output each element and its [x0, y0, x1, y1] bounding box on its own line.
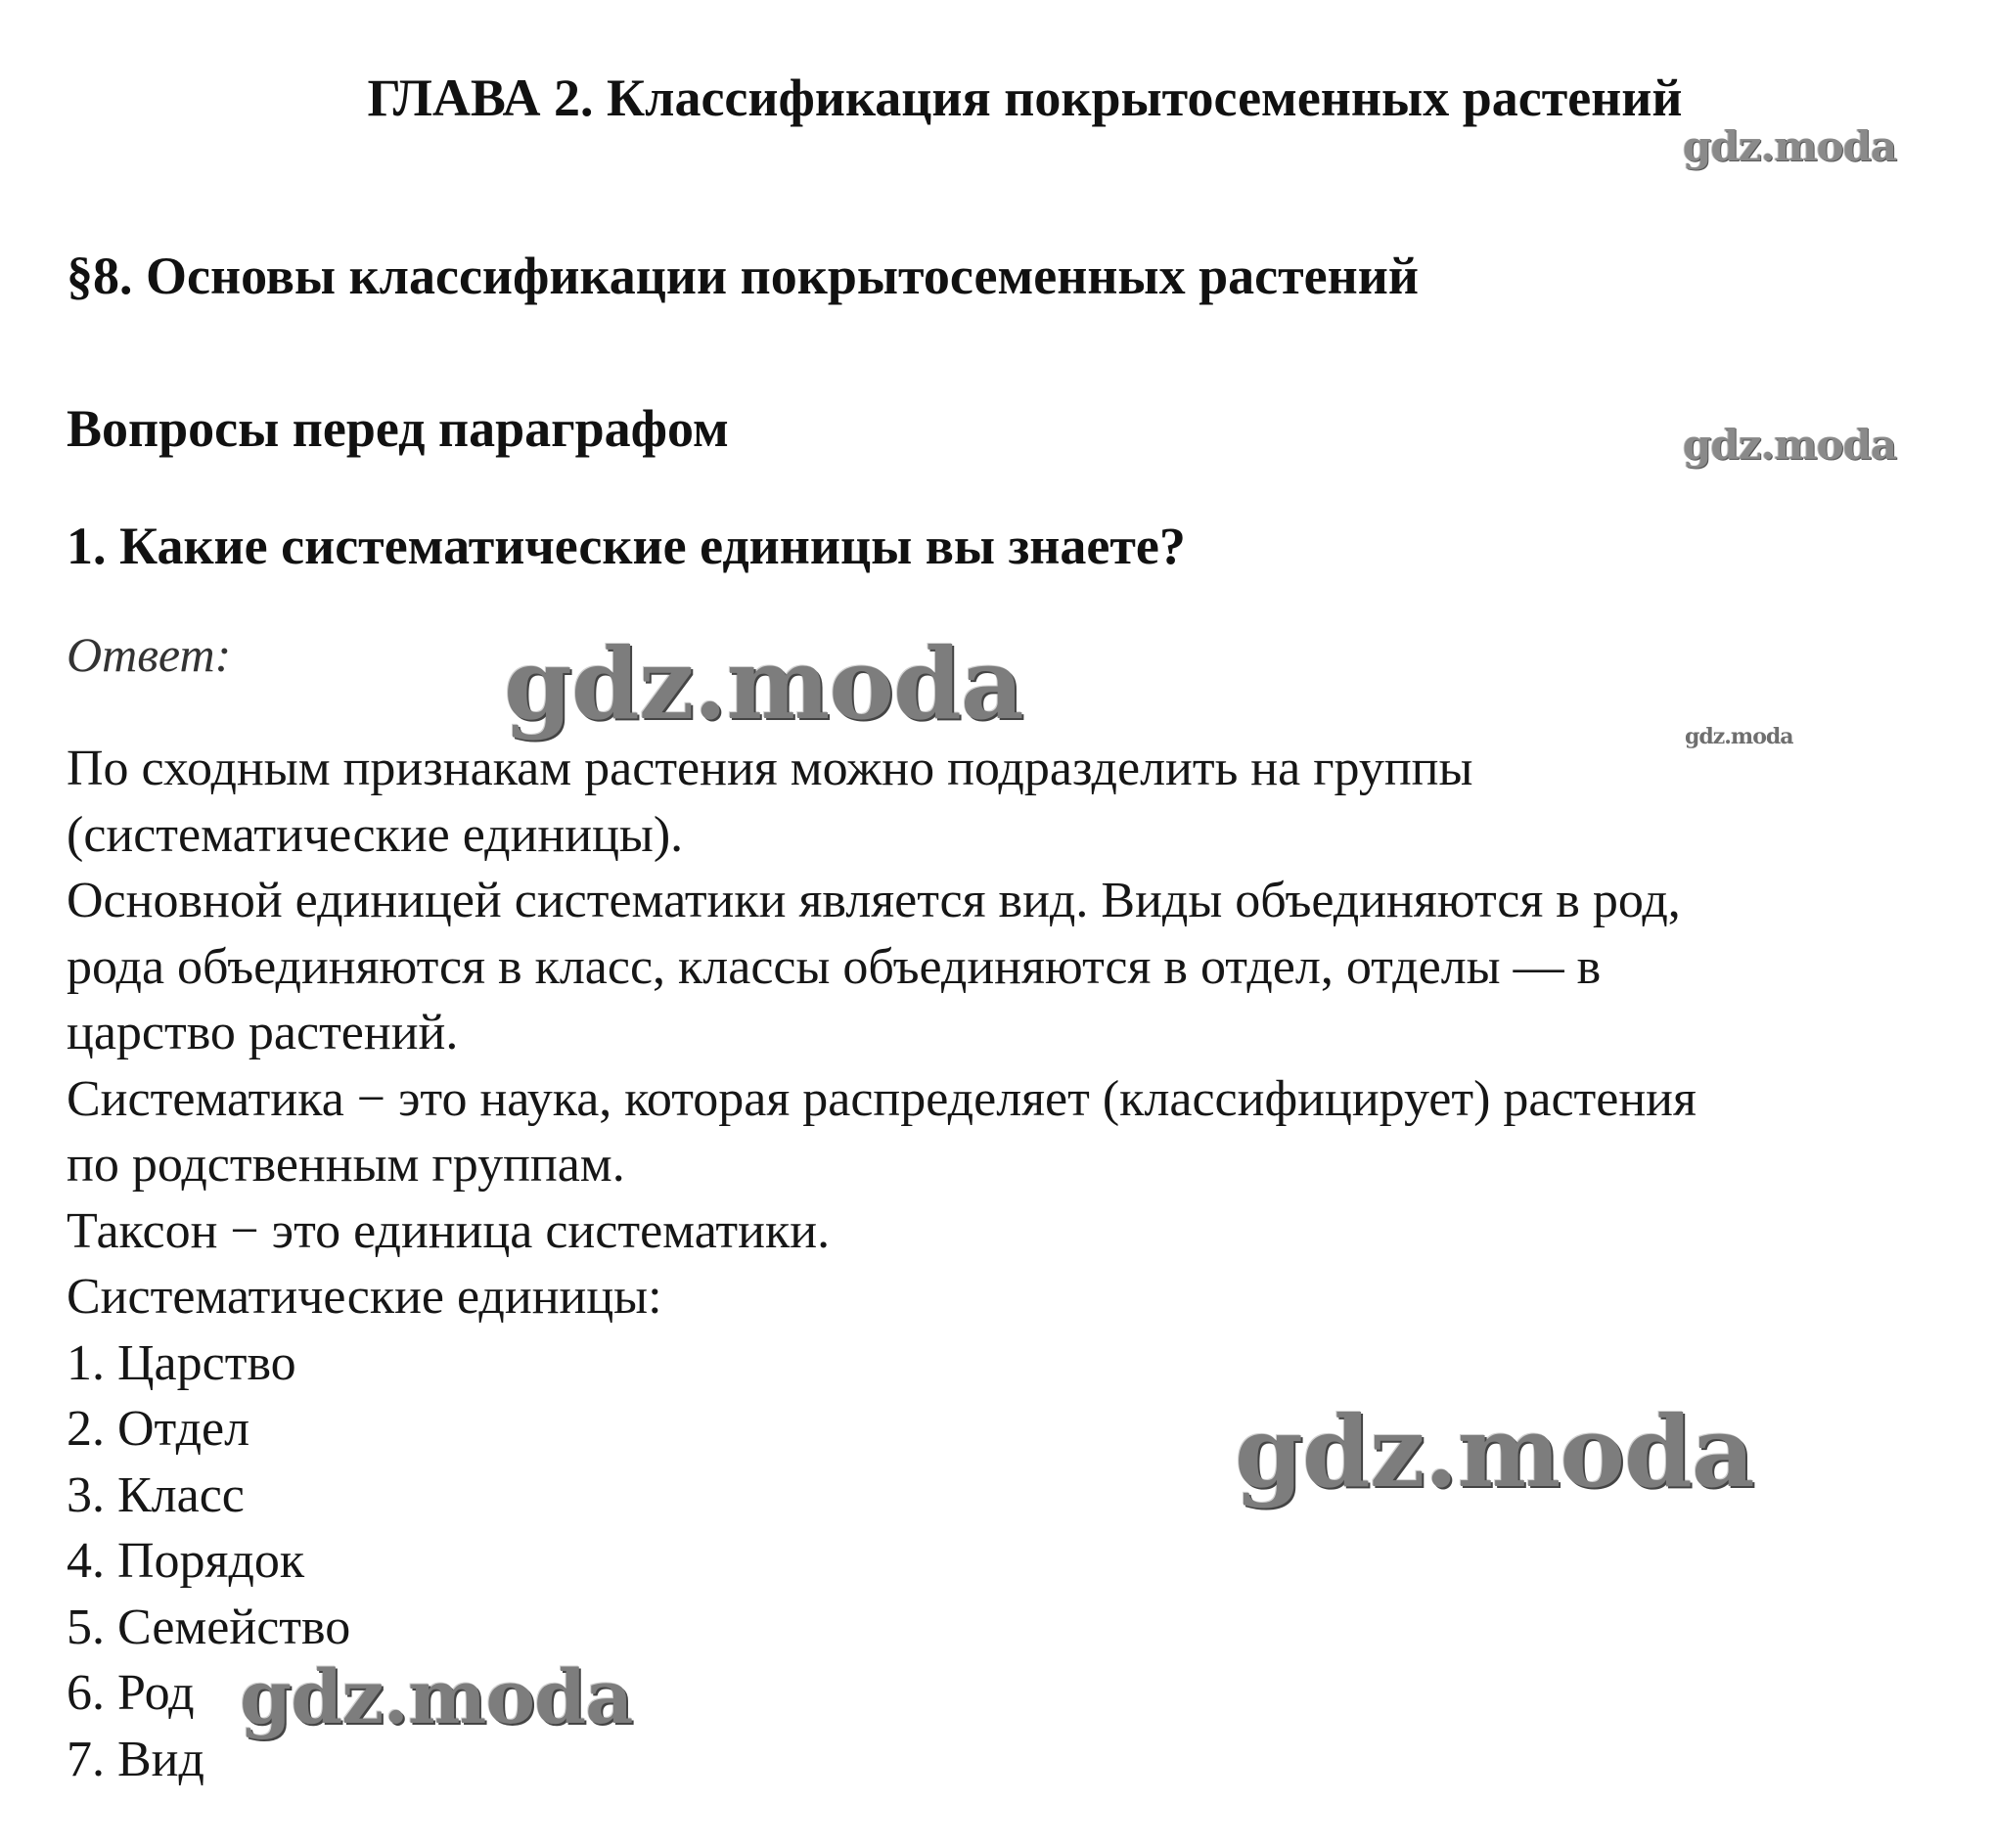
answer-label: Ответ: — [67, 627, 232, 682]
watermark: gdz.moda — [1235, 1394, 1754, 1510]
watermark: gdz.moda — [1685, 724, 1793, 749]
chapter-title: ГЛАВА 2. Классификация покрытосеменных растений — [367, 68, 1683, 127]
unit-list-item: 6. Род — [67, 1665, 195, 1721]
watermark: gdz.moda — [504, 626, 1023, 742]
answer-line: царство растений. — [67, 1005, 459, 1060]
unit-list-item: 7. Вид — [67, 1731, 204, 1787]
section-title: Вопросы перед параграфом — [67, 399, 729, 458]
watermark: gdz.moda — [240, 1653, 633, 1740]
answer-line: Таксон − это единица систематики. — [67, 1202, 831, 1259]
watermark: gdz.moda — [1683, 421, 1897, 469]
answer-line: по родственным группам. — [67, 1137, 625, 1193]
unit-list-item: 5. Семейство — [67, 1599, 351, 1655]
answer-line: Систематические единицы: — [67, 1269, 662, 1325]
unit-list-item: 1. Царство — [67, 1334, 296, 1391]
question-text: 1. Какие систематические единицы вы знаете? — [67, 517, 1186, 575]
answer-line: рода объединяются в класс, классы объединяются в отдел, отделы — в — [67, 938, 1602, 995]
answer-line: (систематические единицы). — [67, 806, 684, 863]
answer-line: Систематика − это наука, которая распределяет (классифицирует) растения — [67, 1070, 1697, 1127]
answer-line: По сходным признакам растения можно подразделить на группы — [67, 741, 1473, 796]
unit-list-item: 2. Отдел — [67, 1401, 250, 1457]
unit-list-item: 4. Порядок — [67, 1533, 305, 1589]
answer-line: Основной единицей систематики является вид. Виды объединяются в род, — [67, 873, 1681, 928]
paragraph-title: §8. Основы классификации покрытосеменных растений — [67, 247, 1419, 305]
watermark: gdz.moda — [1683, 122, 1897, 170]
unit-list-item: 3. Класс — [67, 1466, 245, 1523]
answer-body — [67, 736, 1945, 1792]
